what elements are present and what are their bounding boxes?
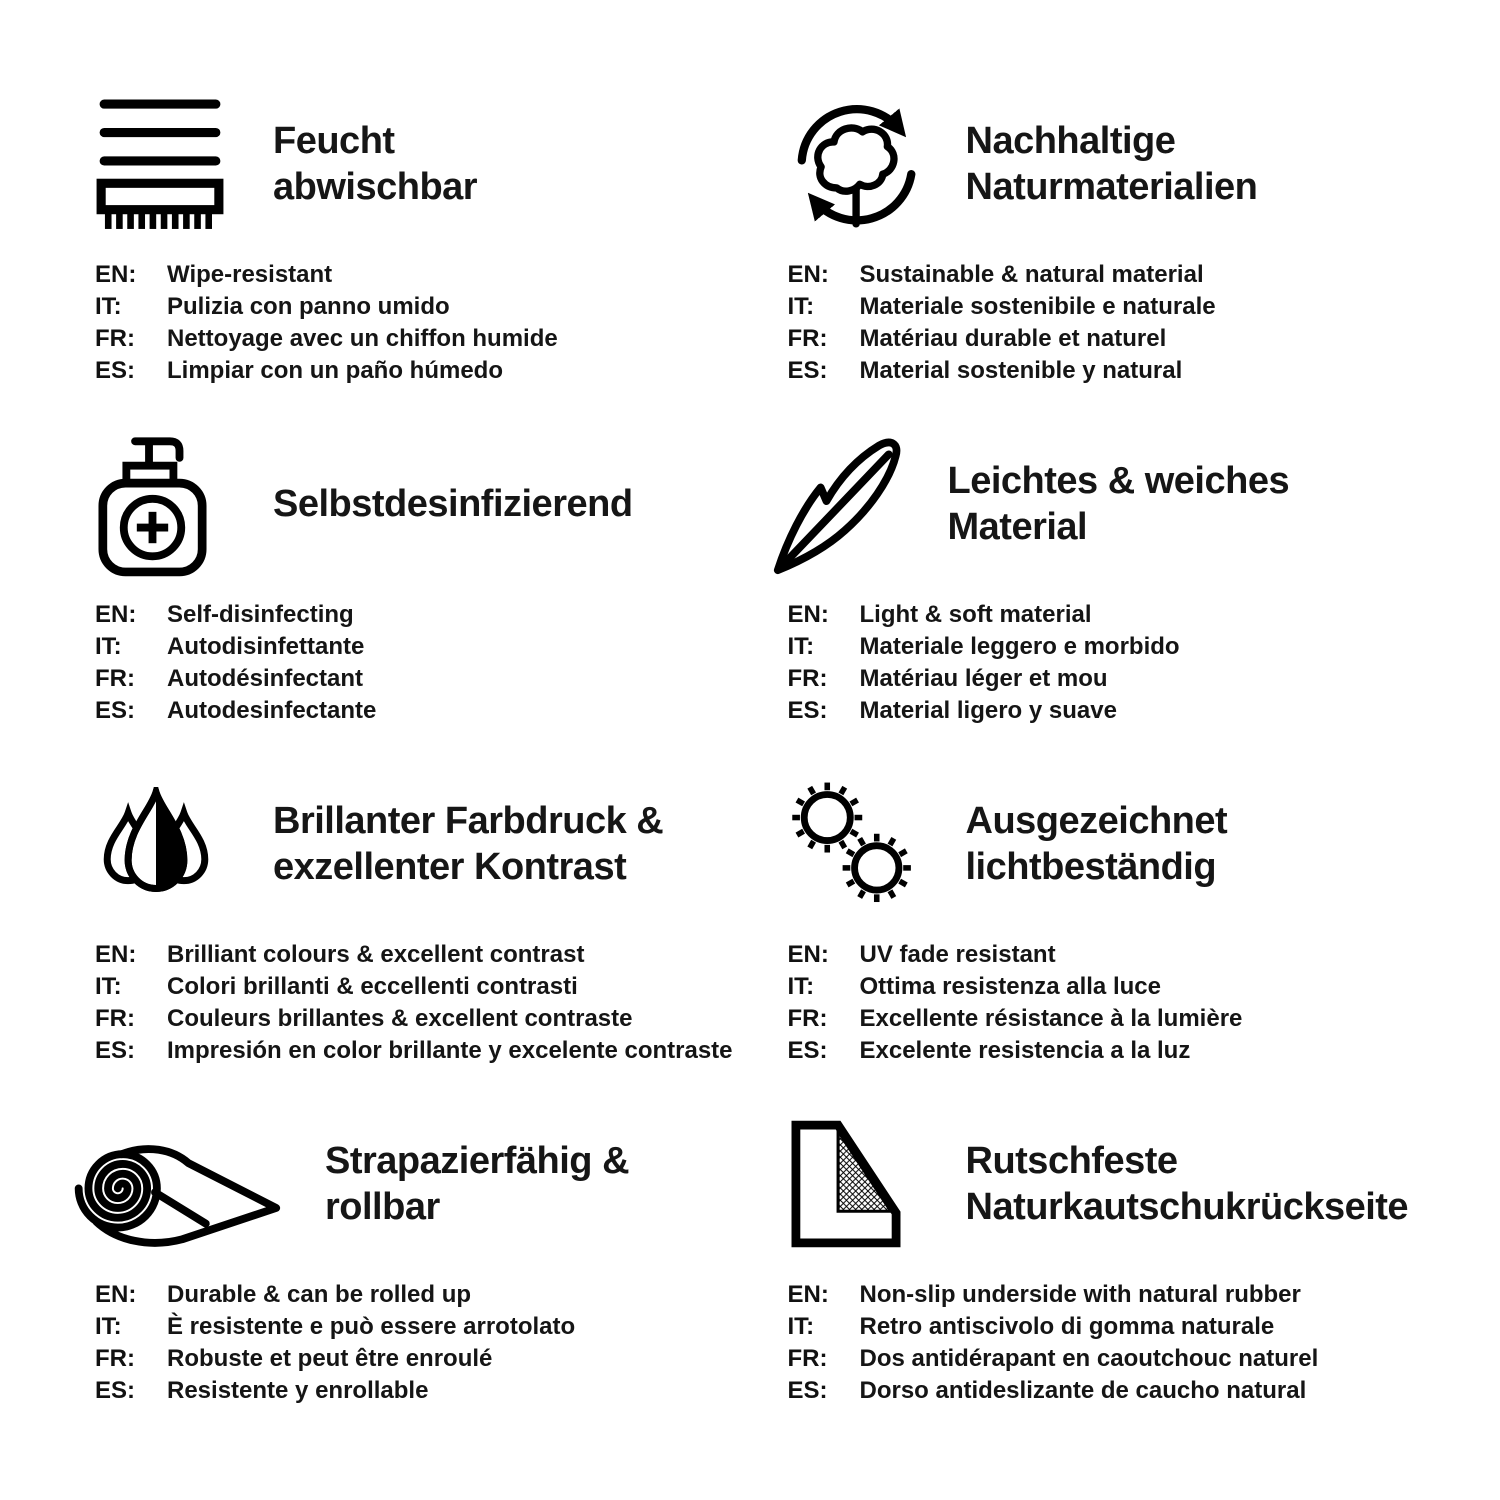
translation-list (95, 259, 748, 387)
translation-row-it: IT: Ottima resistenza alla luce (787, 973, 1161, 1000)
translation-list (788, 259, 1441, 387)
translation-row-fr: FR: Nettoyage avec un chiffon humide (95, 325, 558, 352)
translation-row-es: ES: Autodesinfectante (95, 697, 377, 724)
title-line: rollbar (325, 1186, 440, 1228)
feature-title (273, 798, 663, 891)
translation-row-es: ES: Dorso antideslizante de caucho natural (787, 1377, 1307, 1404)
translation-row-fr: FR: Robuste et peut être enroulé (95, 1345, 493, 1372)
feather-icon (770, 431, 920, 577)
feature-wipe-resistant (95, 85, 748, 425)
translation-row-en: EN: Sustainable & natural material (787, 261, 1204, 288)
translation-row-fr: FR: Excellente résistance à la lumière (787, 1005, 1243, 1032)
translation-row-en: EN: Non-slip underside with natural rubber (787, 1281, 1301, 1308)
title-line: Material (947, 506, 1088, 548)
translation-row-it: IT: Retro antiscivolo di gomma naturale (787, 1313, 1275, 1340)
translation-row-fr: FR: Dos antidérapant en caoutchouc naturel (787, 1345, 1319, 1372)
feature-title (966, 798, 1228, 891)
translation-row-it: IT: Autodisinfettante (95, 633, 365, 660)
feature-non-slip (788, 1105, 1441, 1445)
translation-row-es: ES: Resistente y enrollable (95, 1377, 429, 1404)
feature-light-fast (788, 765, 1441, 1105)
title-line: exzellenter Kontrast (273, 846, 627, 888)
feature-durable-rollable (95, 1105, 748, 1445)
title-line: Brillanter Farbdruck & (273, 799, 664, 842)
drops-icon (95, 787, 245, 902)
translation-list (788, 599, 1441, 727)
translation-row-en: EN: Brilliant colours & excellent contrast (95, 941, 585, 968)
feature-brilliant-colors (95, 765, 748, 1105)
title-line: abwischbar (273, 166, 478, 208)
translation-row-it: IT: È resistente e può essere arrotolato (95, 1313, 576, 1340)
title-line: Nachhaltige (965, 119, 1176, 162)
translation-row-it: IT: Materiale leggero e morbido (787, 633, 1180, 660)
title-line: Ausgezeichnet (965, 799, 1228, 842)
translation-row-en: EN: Light & soft material (787, 601, 1092, 628)
title-line: Strapazierfähig & (325, 1139, 630, 1182)
feature-natural-materials (788, 85, 1441, 425)
title-line: Feucht (273, 119, 395, 162)
title-line: Selbstdesinfizierend (273, 482, 633, 525)
translation-row-es: ES: Excelente resistencia a la luz (787, 1037, 1191, 1064)
translation-list (95, 1279, 748, 1407)
translation-row-fr: FR: Autodésinfectant (95, 665, 364, 692)
feature-title (948, 458, 1290, 551)
title-line: lichtbeständig (965, 846, 1217, 888)
translation-list (788, 1279, 1441, 1407)
translation-row-fr: FR: Couleurs brillantes & excellent contraste (95, 1005, 633, 1032)
translation-row-en: EN: UV fade resistant (787, 941, 1056, 968)
feature-light-soft (788, 425, 1441, 765)
title-line: Naturkautschukrückseite (965, 1186, 1409, 1228)
translation-row-en: EN: Self-disinfecting (95, 601, 354, 628)
translation-row-es: ES: Limpiar con un paño húmedo (95, 357, 503, 384)
title-line: Rutschfeste (965, 1139, 1178, 1182)
feature-title (966, 1138, 1409, 1231)
translation-row-en: EN: Durable & can be rolled up (95, 1281, 472, 1308)
translation-row-it: IT: Colori brillanti & eccellenti contrasti (95, 973, 578, 1000)
translation-list (95, 599, 748, 727)
translation-row-en: EN: Wipe-resistant (95, 261, 333, 288)
translation-list (95, 939, 748, 1067)
translation-row-it: IT: Materiale sostenibile e naturale (787, 293, 1216, 320)
feature-title (273, 118, 477, 211)
translation-row-es: ES: Material ligero y suave (787, 697, 1117, 724)
feature-self-disinfecting (95, 425, 748, 765)
folded-corner-icon (788, 1117, 938, 1251)
brush-icon (95, 96, 245, 232)
feature-title (966, 118, 1258, 211)
translation-row-es: ES: Impresión en color brillante y excelente contraste (95, 1037, 733, 1064)
translation-row-fr: FR: Matériau léger et mou (787, 665, 1108, 692)
translation-row-fr: FR: Matériau durable et naturel (787, 325, 1167, 352)
translation-list (788, 939, 1441, 1067)
feature-title (325, 1138, 629, 1231)
recycle-tree-icon (788, 93, 938, 236)
translation-row-es: ES: Material sostenible y natural (787, 357, 1183, 384)
translation-row-it: IT: Pulizia con panno umido (95, 293, 450, 320)
feature-title (273, 481, 633, 527)
suns-icon (788, 780, 938, 908)
title-line: Leichtes & weiches (947, 459, 1290, 502)
title-line: Naturmaterialien (965, 166, 1258, 208)
rolled-mat-icon (57, 1118, 297, 1251)
soap-dispenser-icon (95, 429, 245, 579)
